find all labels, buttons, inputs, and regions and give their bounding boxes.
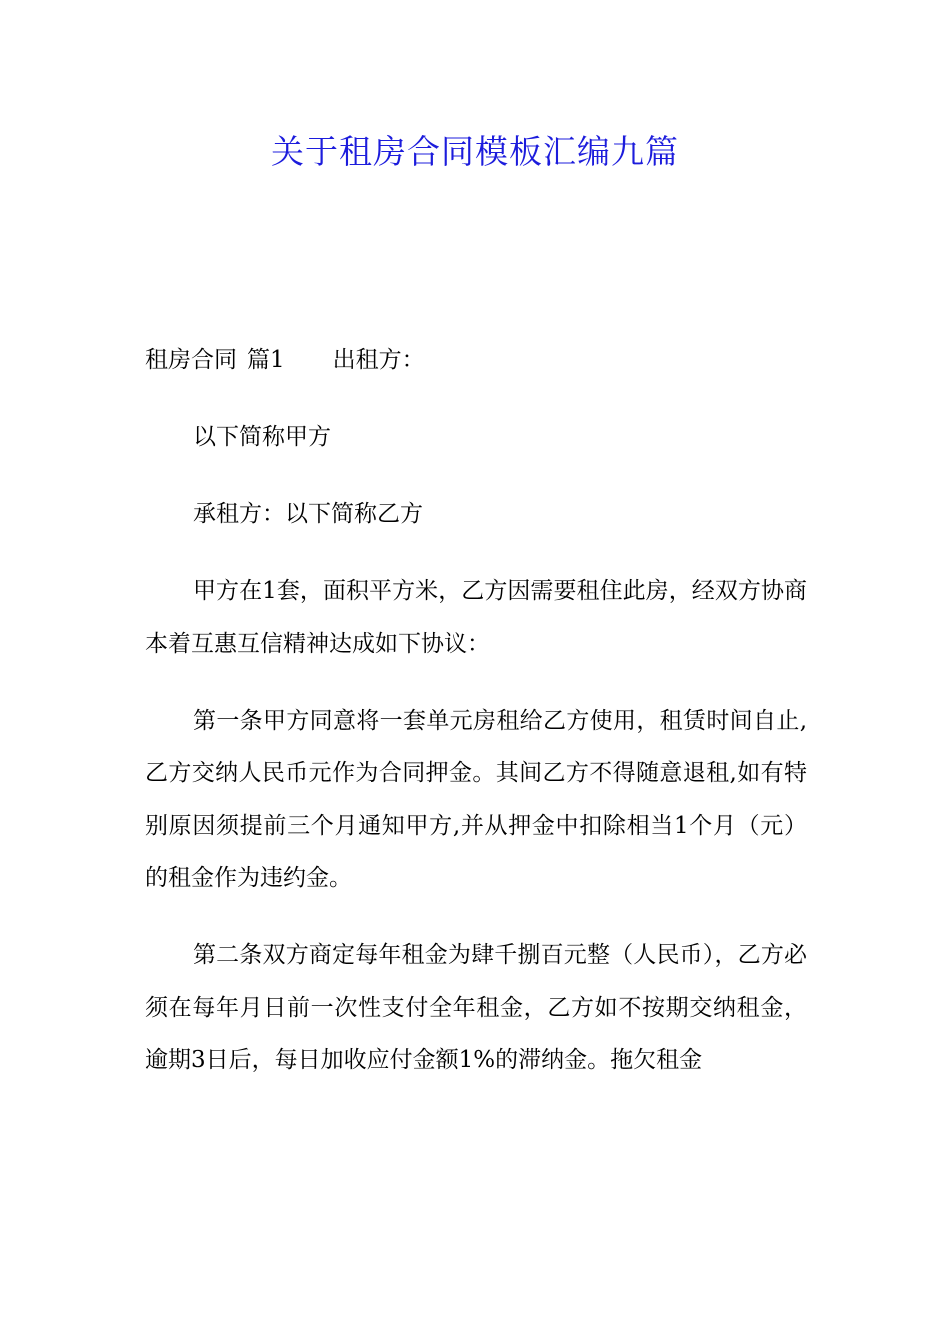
paragraph: 以下简称甲方 <box>193 424 331 450</box>
paragraph: 承租方：以下简称乙方 <box>193 501 423 527</box>
document-body <box>145 334 807 1111</box>
paragraph: 第一条甲方同意将一套单元房租给乙方使用，租赁时间自止,乙方交纳人民币元作为合同押金。其间乙方不得随意退租,如有特别原因须提前三个月通知甲方,并从押金中扣除相当1个月（元）的租金作为违约金。 <box>145 707 807 891</box>
paragraph: 甲方在1套，面积平方米，乙方因需要租住此房，经双方协商本着互惠互信精神达成如下协议： <box>145 578 807 657</box>
section-label: 租房合同 <box>145 347 237 373</box>
section-heading-line <box>145 334 807 387</box>
lessor-label: 出租方： <box>332 347 425 373</box>
document-title: 关于租房合同模板汇编九篇 <box>271 132 679 171</box>
section-number: 篇1 <box>247 347 285 373</box>
paragraph: 第二条双方商定每年租金为肆千捌百元整（人民币），乙方必须在每年月日前一次性支付全年租金，乙方如不按期交纳租金，逾期3日后，每日加收应付金额1%的滞纳金。拖欠租金 <box>145 942 807 1073</box>
